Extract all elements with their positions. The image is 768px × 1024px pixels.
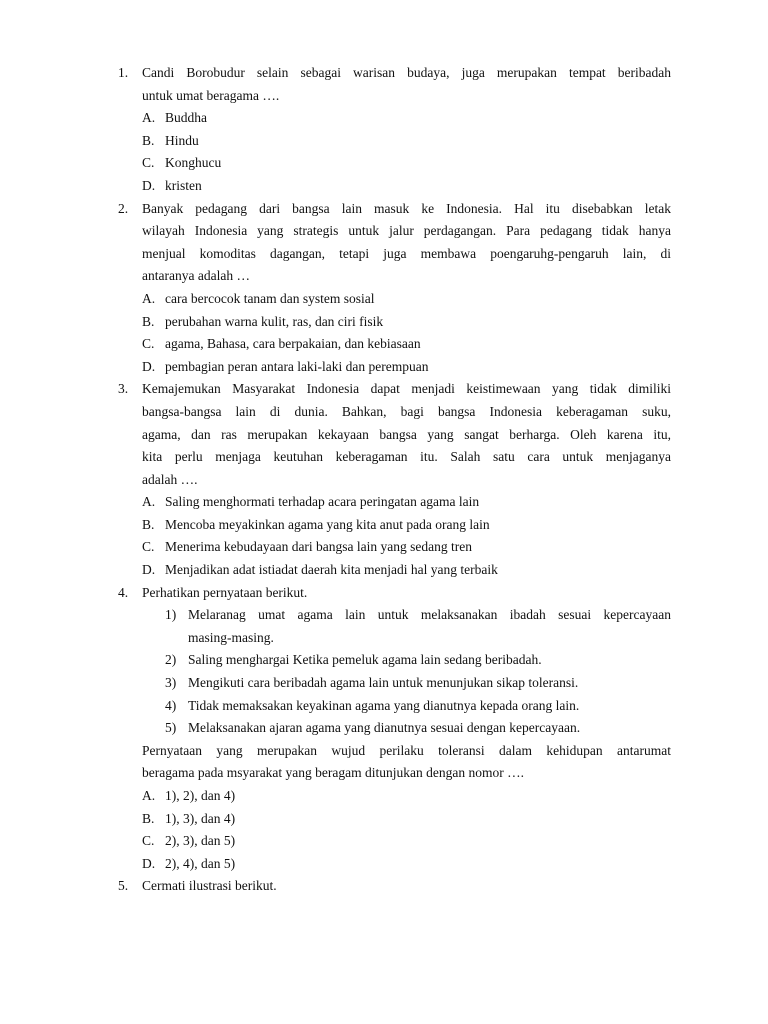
option-d — [0, 853, 768, 876]
option-letter: B. — [142, 810, 155, 826]
option-b — [0, 808, 768, 831]
option-text: Saling menghormati terhadap acara peringatan agama lain — [165, 494, 480, 510]
option-a — [0, 491, 768, 514]
statement-text: Mengikuti cara beribadah agama lain untuk menunjukan sikap toleransi. — [188, 675, 579, 691]
question-line — [0, 401, 768, 424]
question-stem-text: beragama pada msyarakat yang beragam ditunjukan dengan nomor …. — [142, 765, 524, 781]
option-letter: D. — [142, 358, 156, 374]
document-page — [0, 62, 768, 898]
option-b — [0, 311, 768, 334]
statement-2 — [0, 649, 768, 672]
question-3 — [0, 378, 768, 581]
option-letter: D. — [142, 855, 156, 871]
option-letter: C. — [142, 833, 155, 849]
statement-text: Tidak memaksakan keyakinan agama yang dianutnya kepada orang lain. — [188, 697, 580, 713]
question-text: Kemajemukan Masyarakat Indonesia dapat menjadi keistimewaan yang tidak dimiliki — [142, 381, 671, 397]
option-text: 2), 4), dan 5) — [165, 855, 236, 871]
option-letter: B. — [142, 132, 155, 148]
question-number: 5. — [118, 878, 129, 894]
option-b — [0, 514, 768, 537]
option-letter: B. — [142, 516, 155, 532]
option-d — [0, 175, 768, 198]
statement-text: masing-masing. — [188, 629, 274, 645]
option-letter: A. — [142, 110, 156, 126]
statement-number: 5) — [165, 720, 177, 736]
question-text: agama, dan ras merupakan kekayaan bangsa yang sangat berharga. Oleh karena itu, — [142, 426, 671, 442]
statement-text: Melaranag umat agama lain untuk melaksanakan ibadah sesuai kepercayaan — [188, 607, 671, 623]
option-letter: B. — [142, 313, 155, 329]
option-c — [0, 152, 768, 175]
statement-number: 2) — [165, 652, 177, 668]
option-text: pembagian peran antara laki-laki dan perempuan — [165, 358, 429, 374]
question-line — [0, 85, 768, 108]
option-a — [0, 288, 768, 311]
question-text: Candi Borobudur selain sebagai warisan budaya, juga merupakan tempat beribadah — [142, 65, 671, 80]
option-text: Hindu — [165, 132, 199, 148]
question-number: 4. — [118, 584, 129, 600]
question-stem-line — [0, 762, 768, 785]
question-stem-text: Pernyataan yang merupakan wujud perilaku toleransi dalam kehidupan antarumat — [142, 742, 671, 758]
option-letter: D. — [142, 177, 156, 193]
option-c — [0, 830, 768, 853]
question-2 — [0, 198, 768, 379]
option-b — [0, 130, 768, 153]
option-letter: A. — [142, 290, 156, 306]
question-line — [0, 62, 768, 85]
option-text: perubahan warna kulit, ras, dan ciri fisik — [165, 313, 384, 329]
question-text: antaranya adalah … — [142, 268, 250, 284]
question-line — [0, 582, 768, 605]
option-text: Menjadikan adat istiadat daerah kita menjadi hal yang terbaik — [165, 562, 498, 578]
question-line — [0, 424, 768, 447]
option-text: Konghucu — [165, 155, 222, 171]
option-text: 1), 3), dan 4) — [165, 810, 236, 826]
question-line — [0, 243, 768, 266]
question-line — [0, 446, 768, 469]
option-letter: C. — [142, 155, 155, 171]
option-text: 1), 2), dan 4) — [165, 788, 236, 803]
option-letter: A. — [142, 494, 156, 510]
option-a — [0, 785, 768, 808]
statement-text: Melaksanakan ajaran agama yang dianutnya sesuai dengan kepercayaan. — [188, 720, 581, 736]
option-c — [0, 333, 768, 356]
statement-3 — [0, 672, 768, 695]
option-d — [0, 356, 768, 379]
question-5 — [0, 875, 768, 898]
statement-number: 3) — [165, 675, 177, 691]
option-letter: D. — [142, 562, 156, 578]
question-number: 2. — [118, 200, 129, 216]
question-text: menjual komoditas dagangan, tetapi juga membawa poengaruhg-pengaruh lain, di — [142, 245, 671, 261]
option-letter: C. — [142, 539, 155, 555]
question-stem-line — [0, 740, 768, 763]
question-line — [0, 265, 768, 288]
statement-text: Saling menghargai Ketika pemeluk agama lain sedang beribadah. — [188, 652, 542, 668]
option-a — [0, 107, 768, 130]
question-4 — [0, 582, 768, 876]
option-letter: C. — [142, 336, 155, 352]
option-text: kristen — [165, 177, 202, 193]
option-d — [0, 559, 768, 582]
option-text: agama, Bahasa, cara berpakaian, dan kebiasaan — [165, 336, 421, 352]
question-number: 3. — [118, 381, 129, 397]
question-line — [0, 875, 768, 898]
question-text: Cermati ilustrasi berikut. — [142, 878, 277, 894]
statement-5 — [0, 717, 768, 740]
question-text: wilayah Indonesia yang strategis untuk jalur perdagangan. Para pedagang tidak hanya — [142, 223, 671, 239]
option-text: Mencoba meyakinkan agama yang kita anut pada orang lain — [165, 516, 490, 532]
question-text: untuk umat beragama …. — [142, 87, 280, 103]
option-letter: A. — [142, 788, 156, 803]
question-line — [0, 378, 768, 401]
option-text: cara bercocok tanam dan system sosial — [165, 290, 375, 306]
statement-4 — [0, 695, 768, 718]
statement-number: 4) — [165, 697, 177, 713]
question-text: bangsa-bangsa lain di dunia. Bahkan, bagi bangsa Indonesia keberagaman suku, — [142, 403, 671, 419]
question-line — [0, 198, 768, 221]
question-text: Banyak pedagang dari bangsa lain masuk ke Indonesia. Hal itu disebabkan letak — [142, 200, 671, 216]
statement-1 — [0, 604, 768, 627]
option-text: Buddha — [165, 110, 207, 126]
option-text: Menerima kebudayaan dari bangsa lain yang sedang tren — [165, 539, 473, 555]
statement-number: 1) — [165, 607, 177, 623]
question-line — [0, 220, 768, 243]
question-text: kita perlu menjaga keutuhan keberagaman itu. Salah satu cara untuk menjaganya — [142, 449, 671, 465]
question-line — [0, 469, 768, 492]
question-1 — [0, 62, 768, 198]
option-text: 2), 3), dan 5) — [165, 833, 236, 849]
question-text: Perhatikan pernyataan berikut. — [142, 584, 308, 600]
statement-1-cont — [0, 627, 768, 650]
option-c — [0, 536, 768, 559]
question-text: adalah …. — [142, 471, 198, 487]
question-number: 1. — [118, 65, 129, 80]
